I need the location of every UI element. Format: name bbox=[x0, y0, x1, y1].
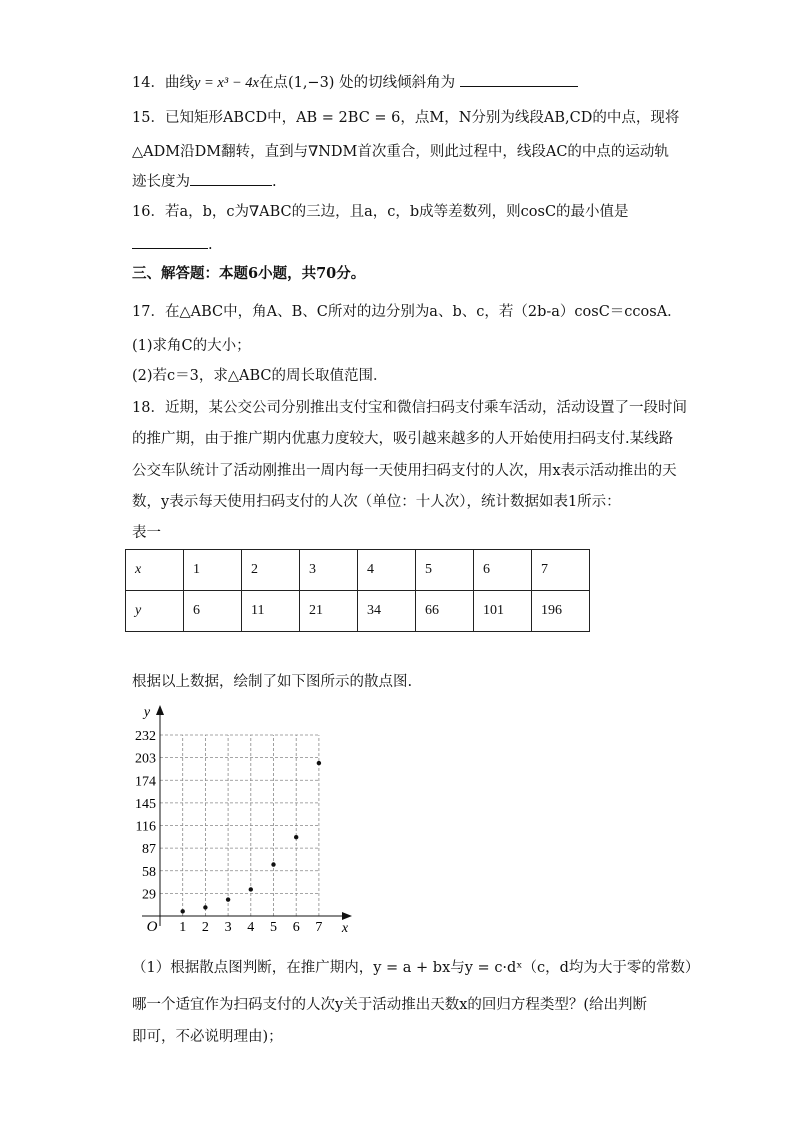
x-tick-label: 3 bbox=[224, 920, 232, 935]
data-point bbox=[203, 905, 207, 909]
x-axis-label: x bbox=[341, 921, 349, 936]
table-cell: 66 bbox=[416, 591, 474, 632]
question-16-line-2: . bbox=[132, 234, 213, 255]
table-cell: 196 bbox=[532, 591, 590, 632]
question-17-part-2: (2)若c＝3，求△ABC的周长取值范围． bbox=[132, 368, 388, 384]
question-18-line-4: 数，y表示每天使用扫码支付的人次（单位：十人次），统计数据如表1所示： bbox=[132, 494, 621, 510]
question-18-sub1-line-3: 即可，不必说明理由)； bbox=[132, 1029, 283, 1045]
answer-blank[interactable] bbox=[132, 234, 208, 249]
y-tick-label: 203 bbox=[135, 751, 156, 767]
data-point bbox=[181, 909, 185, 913]
table-cell: 7 bbox=[532, 550, 590, 591]
origin-label: O bbox=[146, 919, 158, 935]
question-15-line-3: 迹长度为 . bbox=[132, 171, 277, 192]
data-point bbox=[249, 887, 253, 891]
x-tick-label: 7 bbox=[315, 920, 323, 935]
table-cell: 101 bbox=[474, 591, 532, 632]
table-cell: 11 bbox=[242, 591, 300, 632]
y-axis-label: y bbox=[143, 705, 151, 720]
y-tick-label: 116 bbox=[135, 819, 156, 835]
question-18-sub1-line-2: 哪一个适宜作为扫码支付的人次y关于活动推出天数x的回归方程类型？(给出判断 bbox=[132, 997, 648, 1013]
question-14: 14．曲线y = x³ − 4x在点(1,−3) 处的切线倾斜角为 bbox=[132, 72, 578, 93]
table-cell: 34 bbox=[358, 591, 416, 632]
data-table bbox=[125, 549, 590, 632]
y-tick-label: 58 bbox=[142, 864, 156, 880]
question-15-line-2: △ADM沿DM翻转，直到与∇NDM首次重合，则此过程中，线段AC的中点的运动轨 bbox=[132, 144, 669, 160]
question-18-line-2: 的推广期，由于推广期内优惠力度较大，吸引越来越多的人开始使用扫码支付.某线路 bbox=[132, 431, 674, 447]
table-row-x bbox=[126, 550, 590, 591]
data-point bbox=[294, 835, 298, 839]
table-cell: 4 bbox=[358, 550, 416, 591]
scatter-intro: 根据以上数据，绘制了如下图所示的散点图. bbox=[132, 674, 413, 690]
question-18-line-1: 18．近期，某公交公司分别推出支付宝和微信扫码支付乘车活动，活动设置了一段时间 bbox=[132, 400, 687, 416]
answer-blank[interactable] bbox=[190, 171, 272, 186]
table-cell: 5 bbox=[416, 550, 474, 591]
scatter-plot bbox=[120, 700, 360, 940]
table-row-y bbox=[126, 591, 590, 632]
table-cell: 2 bbox=[242, 550, 300, 591]
y-tick-label: 174 bbox=[135, 774, 156, 790]
data-point bbox=[226, 897, 230, 901]
y-tick-label: 232 bbox=[135, 729, 156, 744]
y-tick-label: 145 bbox=[135, 796, 156, 812]
question-15-line-1: 15．已知矩形ABCD中，AB = 2BC = 6，点M，N分别为线段AB,CD的中点，现将 bbox=[132, 110, 680, 126]
y-tick-label: 29 bbox=[142, 887, 156, 903]
x-tick-label: 5 bbox=[270, 920, 277, 935]
table-caption: 表一 bbox=[132, 525, 161, 541]
x-tick-label: 1 bbox=[179, 920, 187, 935]
question-17-line-1: 17．在△ABC中，角A、B、C所对的边分别为a、b、c，若（2b-a）cosC＝ccosA． bbox=[132, 304, 682, 320]
question-17-part-1: (1)求角C的大小； bbox=[132, 338, 251, 354]
question-16-line-1: 16．若a，b，c为∇ABC的三边，且a，c，b成等差数列，则cosC的最小值是 bbox=[132, 204, 629, 220]
table-cell: 1 bbox=[184, 550, 242, 591]
y-axis-arrow bbox=[156, 705, 164, 715]
data-point bbox=[271, 862, 275, 866]
question-18-sub1-line-1: （1）根据散点图判断，在推广期内，y = a + bx与y = c·dˣ（c，d均为大于零的常数） bbox=[132, 960, 700, 976]
table-cell: 21 bbox=[300, 591, 358, 632]
q14-equation: y = x³ − 4x bbox=[193, 75, 259, 91]
answer-blank[interactable] bbox=[460, 72, 578, 87]
table-cell: x bbox=[126, 550, 184, 591]
table-cell: 3 bbox=[300, 550, 358, 591]
table-cell: y bbox=[126, 591, 184, 632]
x-tick-label: 2 bbox=[201, 920, 209, 935]
section-heading: 三、解答题：本题6小题，共70分。 bbox=[132, 265, 366, 282]
table-cell: 6 bbox=[474, 550, 532, 591]
x-axis-arrow bbox=[342, 912, 352, 920]
q14-point: (1,−3) bbox=[287, 75, 335, 91]
data-point bbox=[317, 761, 321, 765]
y-tick-label: 87 bbox=[142, 842, 156, 858]
table-cell: 6 bbox=[184, 591, 242, 632]
question-18-line-3: 公交车队统计了活动刚推出一周内每一天使用扫码支付的人次，用x表示活动推出的天 bbox=[132, 463, 677, 479]
x-tick-label: 6 bbox=[292, 920, 300, 935]
x-tick-label: 4 bbox=[247, 920, 255, 935]
